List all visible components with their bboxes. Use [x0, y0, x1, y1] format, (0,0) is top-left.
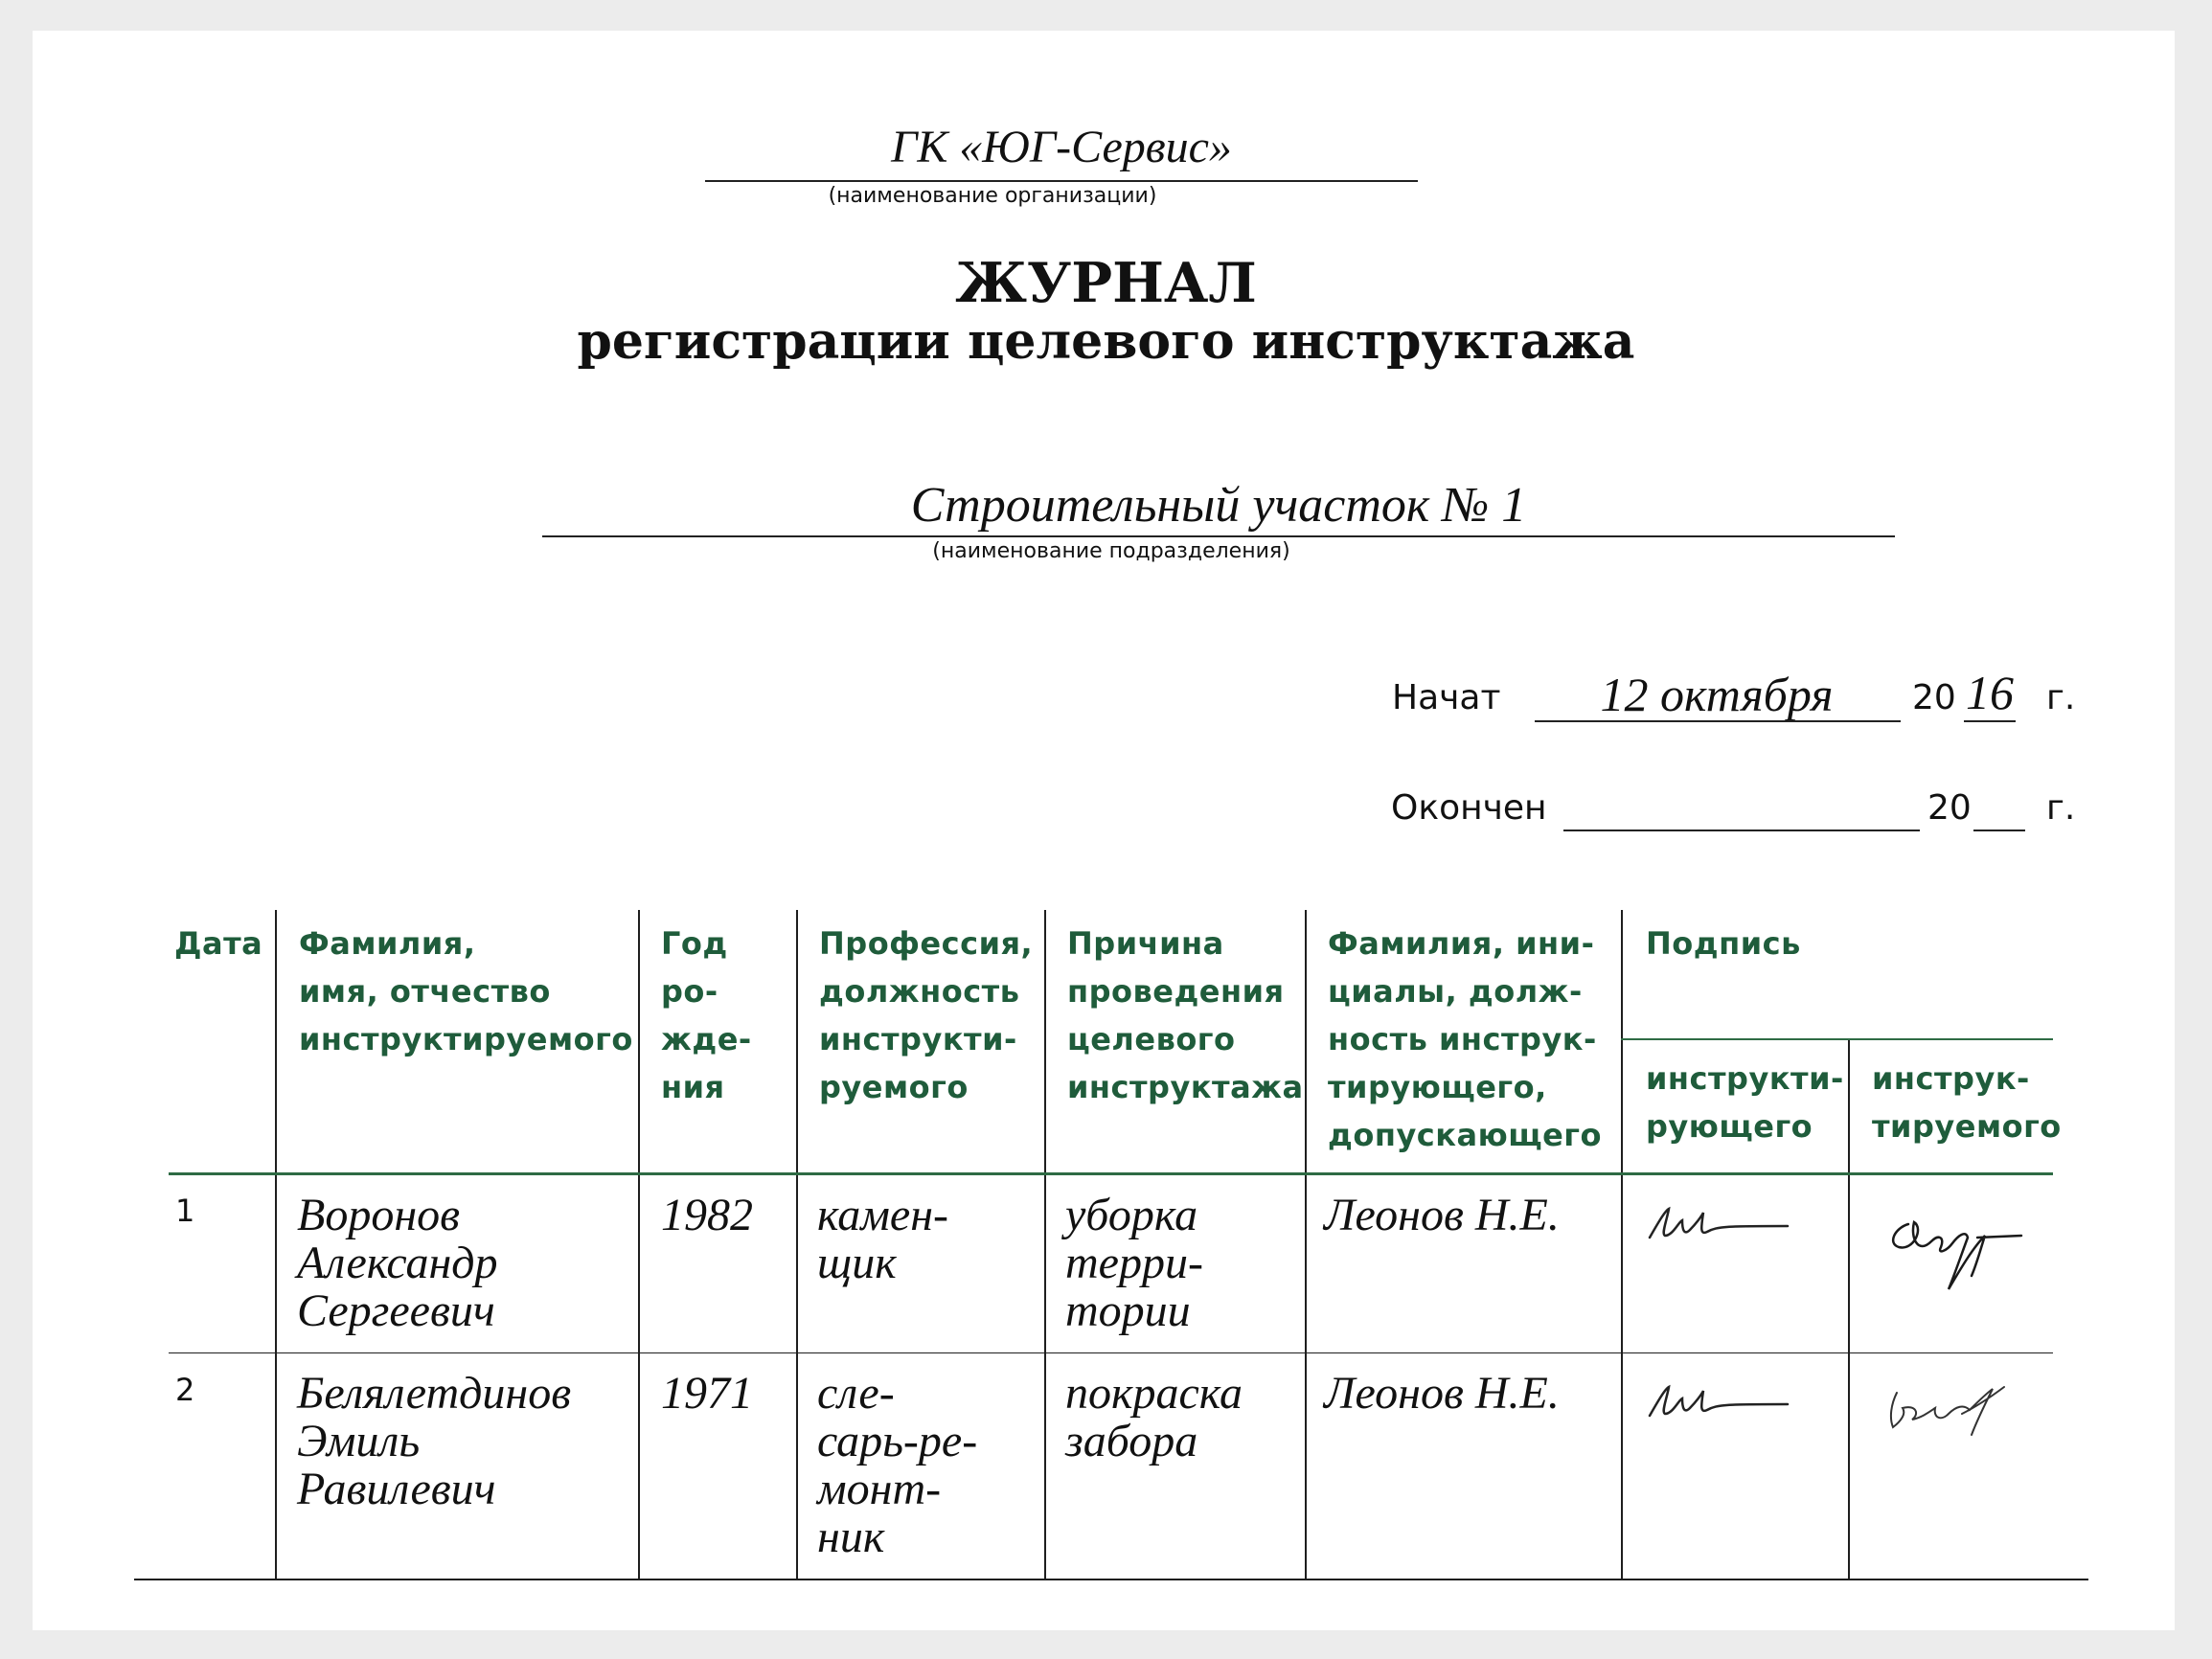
journal-subtitle: регистрации целевого инструктажа: [577, 312, 1635, 371]
header-signature: Подпись: [1646, 925, 1801, 962]
subdivision-name: Строительный участок № 1: [910, 478, 1527, 533]
organization-underline: [705, 180, 1418, 182]
row-birth-year: 1982: [661, 1190, 753, 1240]
header-bottom-rule: [169, 1172, 2053, 1175]
row-number: 2: [175, 1372, 195, 1408]
header-name: Фамилия, имя, отчество инструктируемого: [299, 925, 633, 1057]
row-reason: уборка терри- тории: [1065, 1190, 1203, 1336]
instructed-signature-icon: [1885, 1209, 2029, 1301]
row-instructor: Леонов Н.Е.: [1324, 1190, 1560, 1240]
header-birth-year: Год ро- жде- ния: [661, 925, 752, 1105]
subdivision-caption: (наименование подразделения): [932, 539, 1290, 563]
instructed-signature-icon: [1878, 1375, 2021, 1452]
row-profession: камен- щик: [817, 1190, 948, 1288]
finished-year-prefix: 20: [1927, 788, 1972, 828]
col-divider: [638, 910, 640, 1580]
started-label: Начат: [1392, 678, 1501, 717]
started-year-suffix: 16: [1966, 666, 2014, 719]
started-year-line: [1964, 720, 2016, 722]
header-instructor: Фамилия, ини- циалы, долж- ность инструк- тирующего, допускающего: [1328, 925, 1602, 1153]
finished-year-unit: г.: [2046, 788, 2076, 828]
col-divider: [1305, 910, 1307, 1580]
journal-title: ЖУРНАЛ: [955, 251, 1257, 315]
header-date: Дата: [174, 925, 263, 962]
col-divider: [1848, 1039, 1850, 1580]
row-instructor: Леонов Н.Е.: [1324, 1368, 1560, 1419]
finished-year-line: [1973, 830, 2025, 831]
table-bottom-rule: [134, 1579, 2088, 1580]
started-year-unit: г.: [2046, 678, 2076, 717]
signature-subheader-rule: [1621, 1038, 2053, 1040]
instructor-signature-icon: [1644, 1197, 1797, 1255]
row-birth-year: 1971: [661, 1368, 753, 1419]
header-sig-instructor: инструкти- рующего: [1646, 1060, 1844, 1145]
row-name: Воронов Александр Сергеевич: [297, 1190, 498, 1336]
instructor-signature-icon: [1644, 1375, 1797, 1433]
row-profession: сле- сарь-ре- монт- ник: [817, 1368, 978, 1562]
finished-date-line: [1563, 830, 1920, 831]
col-divider: [275, 910, 277, 1580]
finished-label: Окончен: [1391, 788, 1547, 828]
organization-caption: (наименование организации): [828, 184, 1157, 208]
header-profession: Профессия, должность инструкти- руемого: [819, 925, 1034, 1105]
col-divider: [796, 910, 798, 1580]
subdivision-underline: [542, 535, 1895, 537]
row-reason: покраска забора: [1065, 1368, 1243, 1466]
col-divider: [1621, 910, 1623, 1580]
col-divider: [1044, 910, 1046, 1580]
header-reason: Причина проведения целевого инструктажа: [1067, 925, 1304, 1105]
started-year-prefix: 20: [1912, 678, 1956, 717]
started-date: 12 октября: [1600, 668, 1834, 721]
row-number: 1: [175, 1193, 195, 1229]
organization-name: ГК «ЮГ-Сервис»: [891, 122, 1232, 172]
header-sig-instructed: инструк- тируемого: [1872, 1060, 2062, 1145]
started-date-line: [1535, 720, 1901, 722]
row-divider: [169, 1352, 2053, 1353]
row-name: Белялетдинов Эмиль Равилевич: [297, 1368, 572, 1514]
